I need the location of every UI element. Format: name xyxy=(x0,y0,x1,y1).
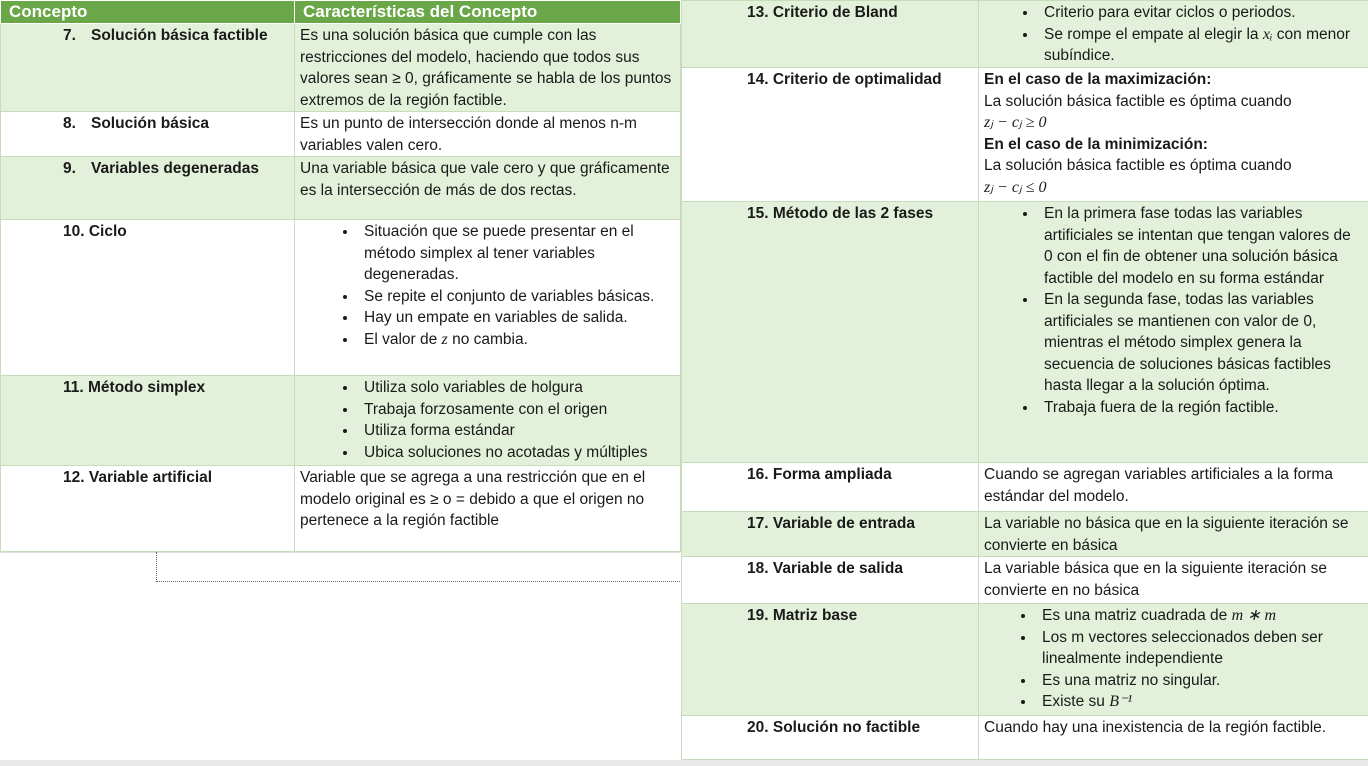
min-case-text: La solución básica factible es óptima cuando xyxy=(984,157,1292,174)
max-case-title: En el caso de la maximización: xyxy=(984,71,1212,88)
concept-description: La variable no básica que en la siguiente iteración se convierte en básica xyxy=(979,512,1368,557)
bullet-list xyxy=(300,221,675,350)
list-item: • Los m vectores seleccionados deben ser linealmente independiente xyxy=(1036,627,1363,670)
max-case-formula: zⱼ − cⱼ ≥ 0 xyxy=(984,114,1047,131)
math-variable: z xyxy=(441,330,448,348)
list-item: • Ubica soluciones no acotadas y múltiples xyxy=(358,442,675,464)
concept-description xyxy=(979,202,1368,463)
concept-term: 10. Ciclo xyxy=(1,220,295,376)
table-row xyxy=(682,512,1368,557)
concept-number: 9. xyxy=(63,160,76,177)
concept-description xyxy=(295,376,681,466)
dotted-guide-horizontal xyxy=(156,581,680,582)
concept-name: Variables degeneradas xyxy=(91,160,260,177)
column-header-concepto: Concepto xyxy=(1,1,295,24)
concept-description xyxy=(979,68,1368,202)
concept-description: Variable que se agrega a una restricción que en el modelo original es ≥ o = debido a que el origen no pertenece a la región factible xyxy=(295,466,681,552)
concept-description: Una variable básica que vale cero y que gráficamente es la intersección de más de dos rectas. xyxy=(295,157,681,220)
concept-name: Solución básica xyxy=(91,115,210,132)
concept-description: Cuando se agregan variables artificiales a la forma estándar del modelo. xyxy=(979,463,1368,512)
concept-term: 20. Solución no factible xyxy=(682,716,979,760)
min-case-formula: zⱼ − cⱼ ≤ 0 xyxy=(984,178,1047,196)
concept-description xyxy=(295,220,681,376)
concept-description xyxy=(979,1,1368,68)
table-row xyxy=(682,68,1368,202)
table-row xyxy=(682,716,1368,760)
concept-description xyxy=(979,604,1368,716)
concept-table-right xyxy=(681,0,1368,760)
math-variable: m ∗ m xyxy=(1231,607,1277,624)
table-row xyxy=(1,157,681,220)
concept-description: Cuando hay una inexistencia de la región factible. xyxy=(979,716,1368,760)
concept-description: La variable básica que en la siguiente iteración se convierte en no básica xyxy=(979,557,1368,604)
min-case-title: En el caso de la minimización: xyxy=(984,135,1208,153)
dotted-guide-vertical xyxy=(156,552,157,582)
concept-term: 16. Forma ampliada xyxy=(682,463,979,512)
math-variable: xᵢ xyxy=(1262,25,1273,43)
concept-term: 11. Método simplex xyxy=(1,376,295,466)
bullet-list xyxy=(300,377,675,463)
math-variable: B⁻¹ xyxy=(1109,693,1133,710)
concept-description: Es un punto de intersección donde al menos n-m variables valen cero. xyxy=(295,112,681,157)
table-row xyxy=(1,112,681,157)
list-item: • En la segunda fase, todas las variables artificiales se mantienen con valor de 0, mientras el método simplex genera la secuencia de soluciones básicas factibles hasta llegar a la solución óptima. xyxy=(1038,289,1363,397)
concept-term: 13. Criterio de Bland xyxy=(682,1,979,68)
list-item xyxy=(1036,605,1363,627)
text-fragment: no cambia. xyxy=(447,330,528,348)
list-item: • Trabaja fuera de la región factible. xyxy=(1038,397,1363,419)
text-fragment: Es una matriz cuadrada de xyxy=(1042,607,1232,624)
concept-term xyxy=(1,157,295,220)
blank-area xyxy=(0,552,680,761)
concept-description: Es una solución básica que cumple con las restricciones del modelo, haciendo que todos sus valores sean ≥ 0, gráficamente se habla de los puntos extremos de la región factible. xyxy=(295,24,681,112)
list-item xyxy=(1038,24,1363,67)
list-item: • Hay un empate en variables de salida. xyxy=(358,307,675,329)
concept-term: 12. Variable artificial xyxy=(1,466,295,552)
max-case-text: La solución básica factible es óptima cuando xyxy=(984,92,1292,110)
concept-term: 18. Variable de salida xyxy=(682,557,979,604)
text-fragment: con menor subíndice. xyxy=(1044,25,1351,64)
list-item: • Criterio para evitar ciclos o periodos. xyxy=(1038,2,1363,24)
concept-number: 8. xyxy=(63,115,76,132)
table-row xyxy=(682,202,1368,463)
list-item: • Utiliza forma estándar xyxy=(358,420,675,442)
list-item: • Situación que se puede presentar en el método simplex al tener variables degeneradas. xyxy=(358,221,675,286)
text-fragment: Existe su xyxy=(1042,693,1110,710)
table-row xyxy=(682,604,1368,716)
list-item: • Trabaja forzosamente con el origen xyxy=(358,399,675,421)
concept-table-left xyxy=(0,0,681,552)
concept-name: Solución básica factible xyxy=(91,27,268,44)
concept-term xyxy=(1,24,295,112)
table-header-row xyxy=(1,1,681,24)
table-row xyxy=(1,220,681,376)
bullet-list xyxy=(984,203,1363,418)
table-row xyxy=(682,557,1368,604)
list-item xyxy=(1036,691,1363,713)
list-item: • En la primera fase todas las variables artificiales se intentan que tengan valores de 0 con el fin de obtener una solución básica factible del modelo en su forma estándar xyxy=(1038,203,1363,289)
concept-term: 17. Variable de entrada xyxy=(682,512,979,557)
column-header-caracteristicas: Características del Concepto xyxy=(295,1,681,24)
table-row xyxy=(1,376,681,466)
table-row xyxy=(682,463,1368,512)
text-fragment: Se rompe el empate al elegir la xyxy=(1044,25,1263,43)
concept-term xyxy=(1,112,295,157)
concept-term: 15. Método de las 2 fases xyxy=(682,202,979,463)
concept-number: 7. xyxy=(63,27,76,44)
bullet-list xyxy=(984,605,1363,713)
bullet-list xyxy=(984,2,1363,67)
bottom-edge xyxy=(0,760,1368,766)
concept-term: 19. Matriz base xyxy=(682,604,979,716)
list-item: • Es una matriz no singular. xyxy=(1036,670,1363,692)
table-row xyxy=(1,24,681,112)
table-row xyxy=(682,1,1368,68)
table-row xyxy=(1,466,681,552)
concept-term: 14. Criterio de optimalidad xyxy=(682,68,979,202)
list-item xyxy=(358,329,675,351)
list-item: • Se repite el conjunto de variables básicas. xyxy=(358,286,675,308)
text-fragment: El valor de xyxy=(364,330,442,348)
list-item: • Utiliza solo variables de holgura xyxy=(358,377,675,399)
